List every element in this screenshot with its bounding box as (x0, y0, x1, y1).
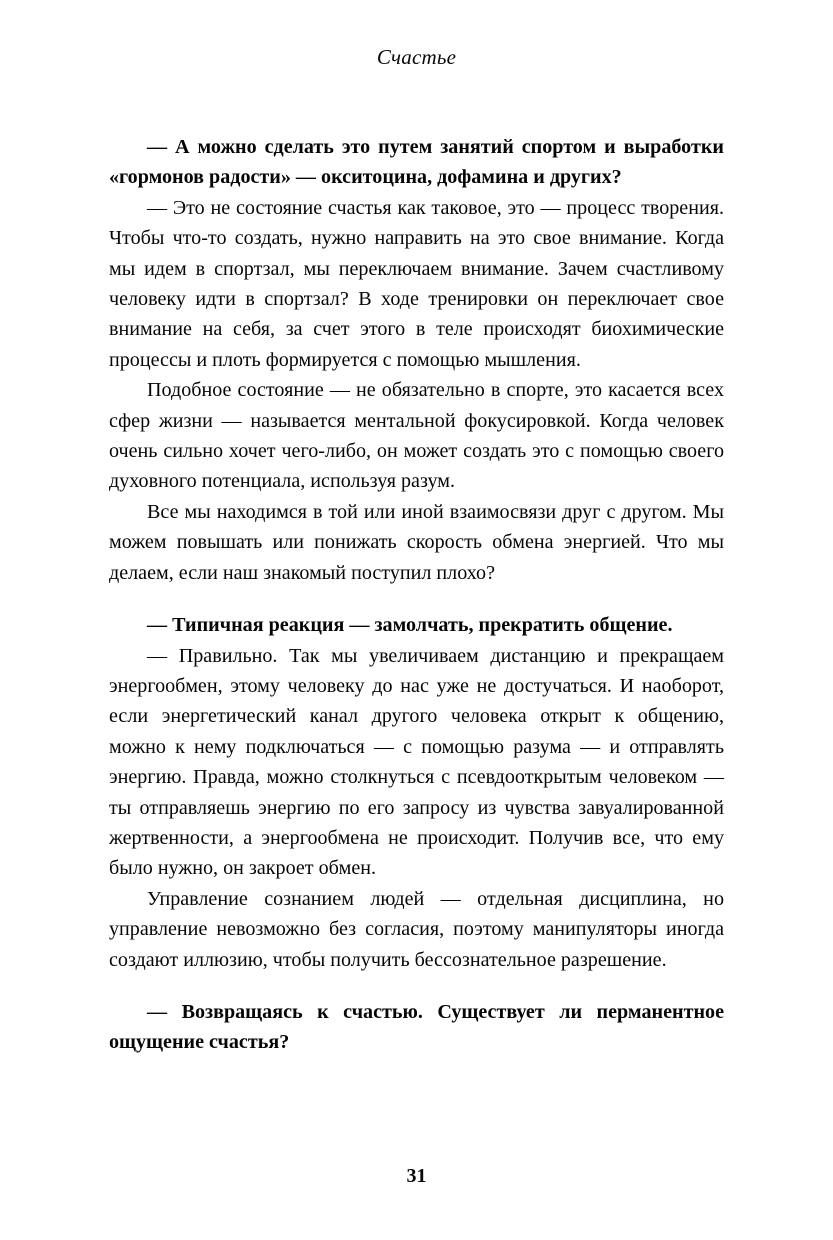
paragraph-gap (109, 588, 724, 610)
paragraph-question-3: — Возвращаясь к счастью. Существует ли перманентное ощущение счастья? (109, 1000, 724, 1054)
paragraph-gap (109, 975, 724, 997)
paragraph-answer-1: — Это не состояние счастья как таковое, это — процесс творения. Чтобы что-то создать, нужно направить на это свое внимание. Когда мы идем в спортзал, мы переключаем внимание. Зачем счастливому человеку идти в спортзал? В ходе тренировки он переключает свое внимание на себя, за счет этого в теле происходят биохимические процессы и плоть формируется с помощью мышления. (109, 196, 724, 371)
page-number: 31 (406, 1165, 427, 1187)
paragraph-answer-5: Управление сознанием людей — отдельная дисциплина, но управление невозможно без согласия, поэтому манипуляторы иногда создают иллюзию, чтобы получить бессознательное разрешение. (109, 887, 724, 971)
paragraph-answer-4: — Правильно. Так мы увеличиваем дистанцию и прекращаем энергообмен, этому человеку до нас уже не достучаться. И наоборот, если энергетический канал другого человека открыт к общению, можно к нему подключаться — с помощью разума — и отправлять энергию. Правда, можно столкнуться с псевдооткрытым человеком — ты отправляешь энергию по его запросу из чувства завуалированной жертвенности, а энергообмена не происходит. Получив все, что ему было нужно, он закроет обмен. (109, 644, 724, 880)
paragraph-question-2: — Типичная реакция — замолчать, прекратить общение. (147, 614, 673, 637)
paragraph-answer-2: Подобное состояние — не обязательно в спорте, это касается всех сфер жизни — называется ментальной фокусировкой. Когда человек очень сильно хочет чего-либо, он может создать это с помощью своего духовного потенциала, используя разум. (109, 379, 724, 493)
paragraph-question-1: — А можно сделать это путем занятий спортом и выработки «гормонов радости» — окситоцина, дофамина и других? (109, 136, 724, 189)
running-head: Счастье (376, 45, 457, 69)
paragraph-answer-3: Все мы находимся в той или иной взаимосвязи друг с другом. Мы можем повышать или понижать скорость обмена энергией. Что мы делаем, если наш знакомый поступил плохо? (109, 500, 724, 584)
body-text (109, 132, 724, 1058)
